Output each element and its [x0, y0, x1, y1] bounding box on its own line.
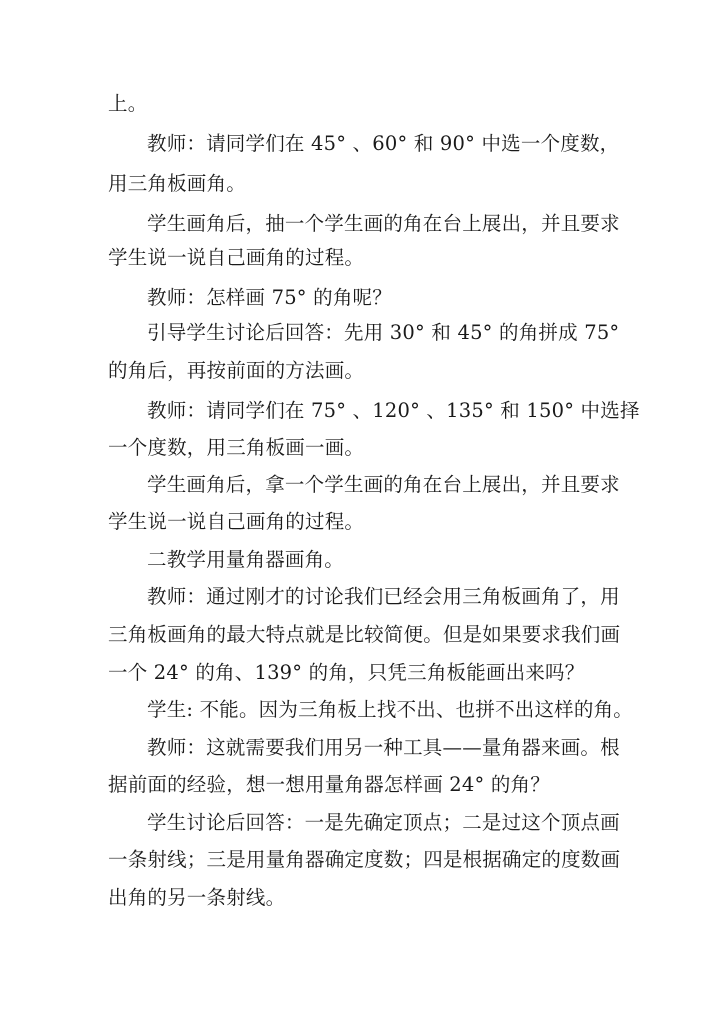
text-line: 教师：这就需要我们用另一种工具——量角器来画。根 — [147, 736, 620, 759]
text-line: 的角后，再按前面的方法画。 — [108, 359, 365, 382]
text-line: 教师：通过刚才的讨论我们已经会用三角板画角了，用 — [147, 585, 620, 608]
text-line: 学生讨论后回答：一是先确定顶点；二是过这个顶点画 — [147, 811, 620, 834]
text-line: 据前面的经验，想一想用量角器怎样画 24° 的角？ — [108, 773, 550, 796]
text-line: 教师：请同学们在 75° 、120° 、135° 和 150° 中选择 — [147, 399, 640, 422]
text-line: 教师：怎样画 75° 的角呢？ — [147, 286, 392, 309]
text-line: 引导学生讨论后回答：先用 30° 和 45° 的角拼成 75° — [147, 321, 620, 344]
text-line: 二教学用量角器画角。 — [147, 548, 345, 571]
text-line: 用三角板画角。 — [108, 172, 246, 195]
text-line: 学生: 不能。因为三角板上找不出、也拼不出这样的角。 — [147, 698, 633, 721]
text-line: 学生说一说自己画角的过程。 — [108, 510, 365, 533]
text-line: 学生画角后，拿一个学生画的角在台上展出，并且要求 — [147, 473, 620, 496]
text-line: 出角的另一条射线。 — [108, 886, 286, 909]
text-line: 教师：请同学们在 45° 、60° 和 90° 中选一个度数， — [147, 132, 620, 155]
text-line: 上。 — [108, 92, 148, 115]
text-line: 学生画角后，抽一个学生画的角在台上展出，并且要求 — [147, 212, 620, 235]
text-line: 学生说一说自己画角的过程。 — [108, 246, 365, 269]
text-line: 一个度数，用三角板画一画。 — [108, 436, 365, 459]
text-line: 三角板画角的最大特点就是比较简便。但是如果要求我们画 — [108, 623, 621, 646]
text-line: 一条射线；三是用量角器确定度数；四是根据确定的度数画 — [108, 848, 621, 871]
text-line: 一个 24° 的角、139° 的角，只凭三角板能画出来吗？ — [108, 661, 585, 684]
